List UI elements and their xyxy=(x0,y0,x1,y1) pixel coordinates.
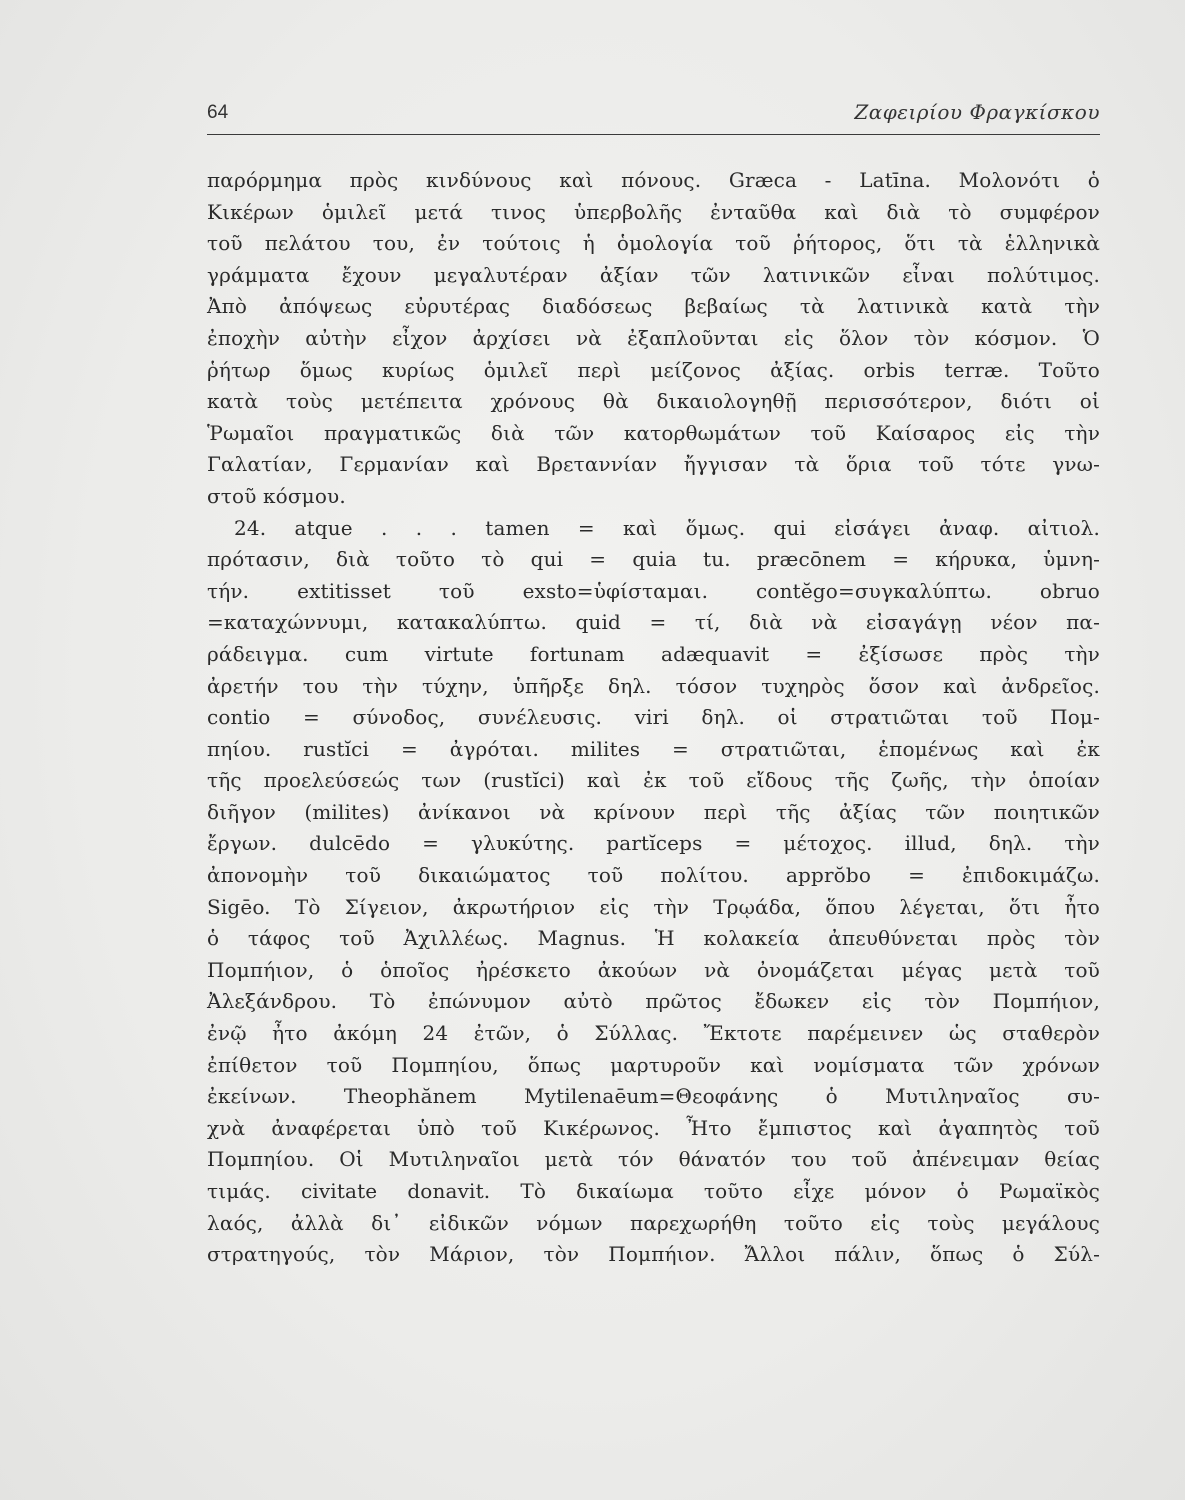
page-header xyxy=(207,98,1100,135)
text-line: κατὰ τοὺς μετέπειτα χρόνους θὰ δικαιολογηθῇ περισσότερον, διότι οἱ xyxy=(207,389,1100,414)
text-line: ἔργων. dulcēdo = γλυκύτης. partĭceps = μέτοχος. illud, δηλ. τὴν xyxy=(207,831,1100,856)
running-head: Ζαφειρίου Φραγκίσκου xyxy=(854,100,1100,124)
text-line: ἐποχὴν αὐτὴν εἶχον ἀρχίσει νὰ ἐξαπλοῦνται εἰς ὅλον τὸν κόσμον. Ὁ xyxy=(207,325,1100,350)
text-line: χνὰ ἀναφέρεται ὑπὸ τοῦ Κικέρωνος. Ἦτο ἔμπιστος καὶ ἀγαπητὸς τοῦ xyxy=(207,1115,1100,1140)
text-line: παρόρμημα πρὸς κινδύνους καὶ πόνους. Græca - Latīna. Μολονότι ὁ xyxy=(207,168,1100,192)
text-line: Πομπηίου. Οἱ Μυτιληναῖοι μετὰ τόν θάνατόν του τοῦ ἀπένειμαν θείας xyxy=(207,1147,1100,1172)
text-line: Ἀλεξάνδρου. Τὸ ἐπώνυμον αὐτὸ πρῶτος ἔδωκεν εἰς τὸν Πομπήιον, xyxy=(207,989,1100,1014)
text-line: Sigēo. Τὸ Σίγειον, ἀκρωτήριον εἰς τὴν Τρῳάδα, ὅπου λέγεται, ὅτι ἦτο xyxy=(207,894,1100,919)
text-line: Ῥωμαῖοι πραγματικῶς διὰ τῶν κατορθωμάτων τοῦ Καίσαρος εἰς τὴν xyxy=(207,420,1100,445)
text-line: ῥήτωρ ὅμως κυρίως ὁμιλεῖ περὶ μείζονος ἀξίας. orbis terræ. Τοῦτο xyxy=(207,357,1100,382)
text-line: γράμματα ἔχουν μεγαλυτέραν ἀξίαν τῶν λατινικῶν εἶναι πολύτιμος. xyxy=(207,262,1100,287)
text-line: πηίου. rustĭci = ἀγρόται. milites = στρατιῶται, ἑπομένως καὶ ἐκ xyxy=(207,736,1100,761)
text-line: Γαλατίαν, Γερμανίαν καὶ Βρεταννίαν ἤγγισαν τὰ ὅρια τοῦ τότε γνω- xyxy=(207,452,1100,477)
text-line: πρότασιν, διὰ τοῦτο τὸ qui = quia tu. præcōnem = κήρυκα, ὑμνη- xyxy=(207,547,1100,572)
text-line: στρατηγούς, τὸν Μάριον, τὸν Πομπήιον. Ἄλλοι πάλιν, ὅπως ὁ Σύλ- xyxy=(207,1242,1100,1267)
text-line: τήν. extitisset τοῦ exsto=ὑφίσταμαι. contĕgo=συγκαλύπτω. obruo xyxy=(207,578,1100,603)
text-line: Κικέρων ὁμιλεῖ μετά τινος ὑπερβολῆς ἐνταῦθα καὶ διὰ τὸ συμφέρον xyxy=(207,199,1100,224)
text-line: ὁ τάφος τοῦ Ἀχιλλέως. Magnus. Ἡ κολακεία ἀπευθύνεται πρὸς τὸν xyxy=(207,926,1100,951)
text-line: στοῦ κόσμου. xyxy=(207,483,346,508)
text-line: =καταχώννυμι, κατακαλύπτω. quid = τί, διὰ νὰ εἰσαγάγῃ νέον πα- xyxy=(207,610,1100,635)
text-line: ἐπίθετον τοῦ Πομπηίου, ὅπως μαρτυροῦν καὶ νομίσματα τῶν χρόνων xyxy=(207,1052,1100,1077)
text-line: τῆς προελεύσεώς των (rustĭci) καὶ ἐκ τοῦ εἴδους τῆς ζωῆς, τὴν ὁποίαν xyxy=(207,768,1100,793)
body-text xyxy=(207,165,1100,1271)
text-line: τοῦ πελάτου του, ἐν τούτοις ἡ ὁμολογία τοῦ ῥήτορος, ὅτι τὰ ἑλληνικὰ xyxy=(207,231,1100,256)
text-line: ράδειγμα. cum virtute fortunam adæquavit = ἐξίσωσε πρὸς τὴν xyxy=(207,641,1100,666)
text-line: 24. atque . . . tamen = καὶ ὅμως. qui εἰσάγει ἀναφ. αἰτιολ. xyxy=(234,515,1100,540)
text-line: διῆγον (milites) ἀνίκανοι νὰ κρίνουν περὶ τῆς ἀξίας τῶν ποιητικῶν xyxy=(207,799,1100,824)
text-line: λαός, ἀλλὰ δι᾽ εἰδικῶν νόμων παρεχωρήθη τοῦτο εἰς τοὺς μεγάλους xyxy=(207,1210,1100,1235)
text-line: ἐκείνων. Theophănem Mytilenaēum=Θεοφάνης ὁ Μυτιληναῖος συ- xyxy=(207,1084,1100,1109)
text-line: τιμάς. civitate donavit. Τὸ δικαίωμα τοῦτο εἶχε μόνον ὁ Ρωμαϊκὸς xyxy=(207,1179,1100,1203)
text-line: Ἀπὸ ἀπόψεως εὐρυτέρας διαδόσεως βεβαίως τὰ λατινικὰ κατὰ τὴν xyxy=(207,294,1100,319)
page-number: 64 xyxy=(207,102,229,123)
text-line: ἀπονομὴν τοῦ δικαιώματος τοῦ πολίτου. apprŏbo = ἐπιδοκιμάζω. xyxy=(207,863,1100,888)
text-line: Πομπήιον, ὁ ὁποῖος ἠρέσκετο ἀκούων νὰ ὀνομάζεται μέγας μετὰ τοῦ xyxy=(207,957,1100,982)
text-line: ἐνῷ ἦτο ἀκόμη 24 ἐτῶν, ὁ Σύλλας. Ἔκτοτε παρέμεινεν ὡς σταθερὸν xyxy=(207,1021,1100,1046)
text-line: ἀρετήν του τὴν τύχην, ὑπῆρξε δηλ. τόσον τυχηρὸς ὅσον καὶ ἀνδρεῖος. xyxy=(207,673,1100,698)
text-line: contio = σύνοδος, συνέλευσις. viri δηλ. οἱ στρατιῶται τοῦ Πομ- xyxy=(207,705,1100,730)
